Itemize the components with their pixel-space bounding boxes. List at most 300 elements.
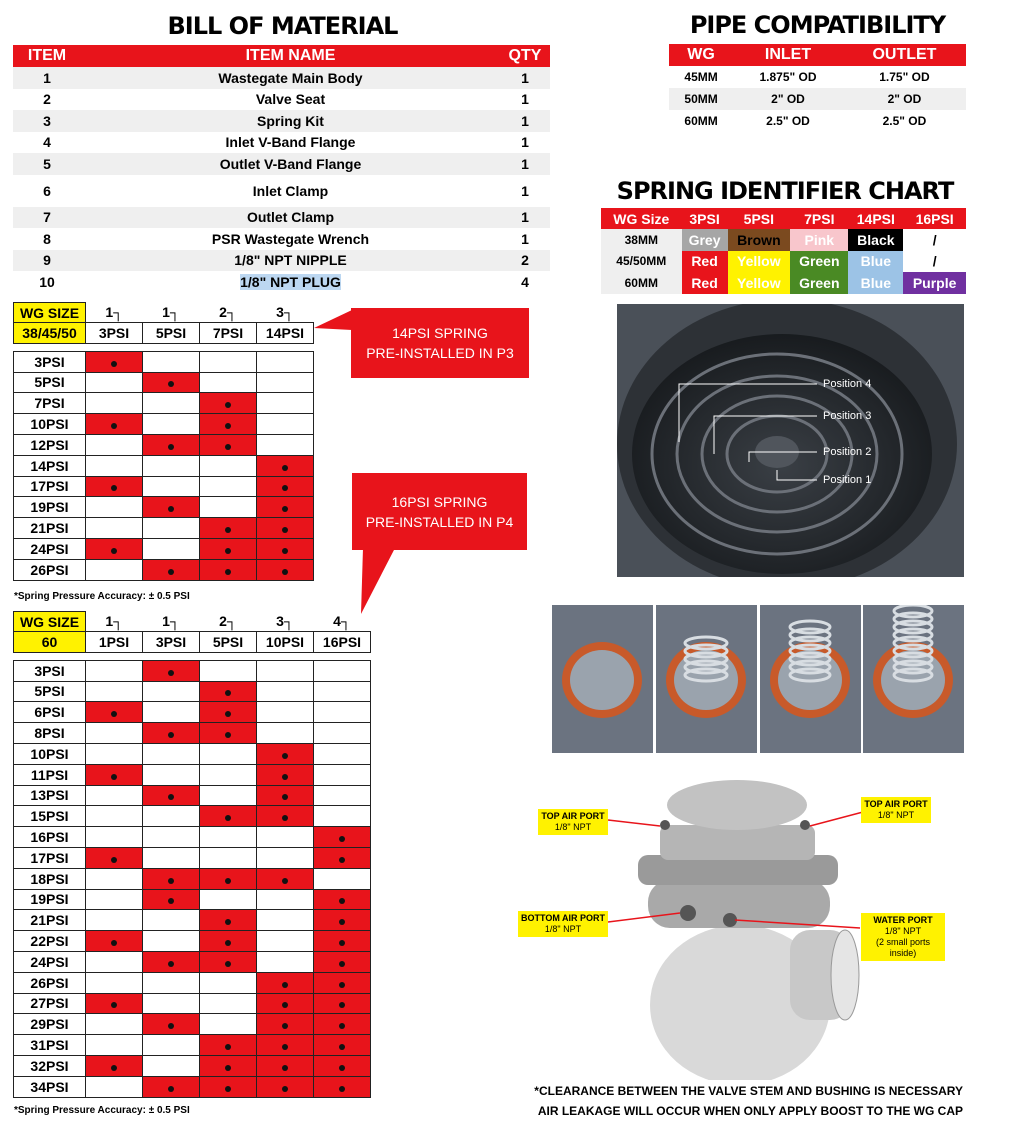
spring-selected-cell: [143, 889, 200, 910]
position-4-label: Position 4: [823, 378, 872, 390]
bom-cell: 4: [43, 134, 51, 151]
position-marker: [86, 303, 143, 323]
selected-dot-icon: [339, 857, 345, 863]
spring-empty-cell: [143, 538, 200, 559]
spring-selected-cell: [257, 1055, 314, 1076]
spring-empty-cell: [143, 764, 200, 785]
spring-empty-cell: [143, 910, 200, 931]
spring-empty-cell: [257, 414, 314, 435]
spring-header-cell: 7PSI: [200, 323, 257, 344]
spring-empty-cell: [257, 393, 314, 414]
spring-positions-drawing: [617, 304, 964, 577]
spring-header-cell: 5PSI: [200, 632, 257, 653]
spring-selected-cell: [257, 1035, 314, 1056]
target-psi-cell: 19PSI: [14, 497, 86, 518]
bom-cell: Outlet V-Band Flange: [81, 153, 500, 175]
spring-empty-cell: [143, 393, 200, 414]
bom-cell: Wastegate Main Body: [81, 67, 500, 89]
pipe-header-cell: OUTLET: [843, 44, 966, 66]
selected-dot-icon: [339, 1002, 345, 1008]
water-port-title: WATER PORT: [873, 915, 933, 925]
spring-selected-cell: [257, 785, 314, 806]
bom-cell: 1: [13, 67, 81, 89]
spring-empty-cell: [200, 497, 257, 518]
bom-cell: Inlet Clamp: [252, 182, 329, 199]
spring-empty-cell: [200, 993, 257, 1014]
selected-dot-icon: [168, 1023, 174, 1029]
selected-dot-icon: [339, 1023, 345, 1029]
spring-empty-cell: [257, 660, 314, 681]
position-2-label: Position 2: [823, 446, 872, 458]
spring-id-size: 38MM: [601, 229, 682, 251]
spring-color-cell: Green: [790, 272, 848, 294]
selected-dot-icon: [111, 711, 117, 717]
target-psi-cell: 16PSI: [14, 827, 86, 848]
spring-selected-cell: [86, 993, 143, 1014]
spring-selected-cell: [314, 889, 371, 910]
selected-dot-icon: [225, 444, 231, 450]
spring-selected-cell: [143, 785, 200, 806]
target-psi-cell: 5PSI: [14, 681, 86, 702]
spring-empty-cell: [86, 1035, 143, 1056]
table-row: [14, 847, 371, 868]
selected-dot-icon: [168, 732, 174, 738]
selected-dot-icon: [339, 898, 345, 904]
top-air-port-left-spec: 1/8" NPT: [554, 822, 592, 832]
pipe-table: [669, 44, 966, 132]
selected-dot-icon: [111, 857, 117, 863]
table-row: [14, 1014, 371, 1035]
bom-cell: 5: [13, 153, 81, 175]
bom-cell: Spring Kit: [81, 110, 500, 132]
target-psi-cell: 27PSI: [14, 993, 86, 1014]
spring-empty-cell: [257, 889, 314, 910]
spring-empty-cell: [86, 743, 143, 764]
spring-selected-cell: [86, 476, 143, 497]
target-psi-cell: 26PSI: [14, 972, 86, 993]
spring-selected-cell: [200, 702, 257, 723]
spring-selected-cell: [86, 538, 143, 559]
bom-cell: PSR Wastegate Wrench: [211, 230, 370, 247]
selected-dot-icon: [111, 361, 117, 367]
spring-selected-cell: [86, 351, 143, 372]
selected-dot-icon: [168, 444, 174, 450]
spring-empty-cell: [86, 806, 143, 827]
selected-dot-icon: [225, 548, 231, 554]
spring-empty-cell: [86, 1076, 143, 1097]
wg-size-value: 38/45/50: [14, 323, 86, 344]
target-psi-cell: 34PSI: [14, 1076, 86, 1097]
spring-selected-cell: [257, 972, 314, 993]
selected-dot-icon: [168, 898, 174, 904]
target-psi-cell: 17PSI: [14, 476, 86, 497]
spring-empty-cell: [86, 434, 143, 455]
table-row: [13, 132, 550, 154]
selected-dot-icon: [339, 1044, 345, 1050]
pipe-header-cell: INLET: [733, 44, 843, 66]
spring-selected-cell: [200, 518, 257, 539]
selected-dot-icon: [282, 794, 288, 800]
target-psi-cell: 24PSI: [14, 951, 86, 972]
callout-16psi: [352, 473, 527, 550]
position-marker: [257, 612, 314, 632]
spring-empty-cell: [86, 723, 143, 744]
table-row: [14, 951, 371, 972]
target-psi-cell: 13PSI: [14, 785, 86, 806]
spring-empty-cell: [200, 455, 257, 476]
pipe-cell: 2" OD: [843, 88, 966, 110]
table-row: [14, 538, 314, 559]
position-bracket-icon: ┐: [226, 304, 237, 321]
bom-cell: 1: [500, 110, 550, 132]
callout-14psi: [351, 308, 529, 378]
spring-selected-cell: [257, 806, 314, 827]
selected-dot-icon: [282, 1044, 288, 1050]
table-row: [601, 272, 966, 294]
spring-empty-cell: [86, 518, 143, 539]
table-row: [13, 207, 550, 229]
pipe-cell: 45MM: [684, 70, 718, 84]
spring-empty-cell: [257, 351, 314, 372]
selected-dot-icon: [168, 1086, 174, 1092]
spring-selected-cell: [257, 993, 314, 1014]
table-row: [14, 723, 371, 744]
target-psi-cell: 29PSI: [14, 1014, 86, 1035]
spring-empty-cell: [143, 847, 200, 868]
selected-dot-icon: [168, 878, 174, 884]
selected-dot-icon: [168, 670, 174, 676]
table-row: [14, 497, 314, 518]
spring-selected-cell: [200, 1055, 257, 1076]
position-row: [14, 303, 314, 323]
table-row: [669, 110, 966, 132]
spring-install-photo: [656, 605, 757, 753]
spring-selected-cell: [314, 1076, 371, 1097]
bom-cell: 8: [43, 230, 51, 247]
selected-dot-icon: [111, 1065, 117, 1071]
target-psi-cell: 21PSI: [14, 910, 86, 931]
spring-id-title: SPRING IDENTIFIER CHART: [616, 177, 954, 205]
spring-empty-cell: [143, 806, 200, 827]
bom-cell: 1: [500, 153, 550, 175]
spring-empty-cell: [200, 476, 257, 497]
spring-selected-cell: [257, 538, 314, 559]
position-marker: [200, 303, 257, 323]
spring-color-cell: Blue: [848, 272, 903, 294]
spring-selected-cell: [200, 434, 257, 455]
top-air-port-left-label: [538, 809, 608, 835]
bom-cell: Outlet Clamp: [81, 207, 500, 229]
accuracy-note-2: *Spring Pressure Accuracy: ± 0.5 PSI: [14, 1105, 190, 1116]
table-row: [13, 153, 550, 175]
spring-empty-cell: [257, 681, 314, 702]
selected-dot-icon: [282, 485, 288, 491]
table-row: [14, 785, 371, 806]
spring-selected-cell: [257, 455, 314, 476]
selected-dot-icon: [282, 815, 288, 821]
spring-header-row: [14, 323, 314, 344]
wg-size-label: WG SIZE: [14, 303, 86, 323]
spring-empty-cell: [86, 660, 143, 681]
spring-selected-cell: [257, 476, 314, 497]
target-psi-cell: 8PSI: [14, 723, 86, 744]
spring-empty-cell: [143, 827, 200, 848]
spring-empty-cell: [86, 951, 143, 972]
spring-selected-cell: [314, 1014, 371, 1035]
position-marker: [200, 612, 257, 632]
spring-header-cell: 3PSI: [143, 632, 200, 653]
top-air-port-right-spec: 1/8" NPT: [877, 810, 915, 820]
selected-dot-icon: [282, 548, 288, 554]
spring-selected-cell: [86, 414, 143, 435]
spring-selected-cell: [257, 743, 314, 764]
spring-empty-cell: [314, 785, 371, 806]
spring-empty-cell: [257, 847, 314, 868]
bom-header-cell: ITEM: [13, 45, 81, 67]
water-port-note: (2 small ports inside): [875, 937, 930, 958]
position-bracket-icon: ┐: [169, 613, 180, 630]
spring-empty-cell: [200, 785, 257, 806]
accuracy-note-1: *Spring Pressure Accuracy: ± 0.5 PSI: [14, 591, 190, 602]
spring-header-cell: 5PSI: [143, 323, 200, 344]
table-row: [14, 889, 371, 910]
spring-selected-cell: [200, 538, 257, 559]
spring-color-cell: Yellow: [728, 272, 791, 294]
spring-color-cell: Green: [790, 251, 848, 273]
position-bracket-icon: ┐: [283, 304, 294, 321]
target-psi-cell: 14PSI: [14, 455, 86, 476]
position-number: 2: [219, 304, 227, 321]
bom-title: BILL OF MATERIAL: [167, 12, 398, 40]
bom-item-10-name: 1/8" NPT PLUG: [240, 273, 341, 290]
position-bracket-icon: ┐: [283, 613, 294, 630]
spring-empty-cell: [257, 723, 314, 744]
spring-empty-cell: [200, 660, 257, 681]
spring-id-header-cell: 14PSI: [848, 208, 903, 229]
pipe-cell: 2.5" OD: [766, 114, 810, 128]
top-air-port-left-title: TOP AIR PORT: [541, 811, 605, 821]
selected-dot-icon: [225, 1044, 231, 1050]
bom-cell: Inlet V-Band Flange: [225, 134, 356, 151]
spring-selected-cell: [314, 847, 371, 868]
table-row: [14, 476, 314, 497]
selected-dot-icon: [225, 569, 231, 575]
spring-empty-cell: [86, 868, 143, 889]
spring-selected-cell: [314, 951, 371, 972]
selected-dot-icon: [225, 919, 231, 925]
spring-install-photo: [863, 605, 964, 753]
selected-dot-icon: [282, 465, 288, 471]
callout-14psi-line1: 14PSI SPRING: [392, 325, 488, 341]
spring-table-60: [13, 611, 371, 1098]
spring-empty-cell: [86, 889, 143, 910]
bom-cell: 4: [521, 273, 529, 290]
selected-dot-icon: [282, 1023, 288, 1029]
spring-empty-cell: [257, 827, 314, 848]
target-psi-cell: 12PSI: [14, 434, 86, 455]
spring-selected-cell: [314, 827, 371, 848]
spring-selected-cell: [143, 559, 200, 580]
spring-selected-cell: [143, 951, 200, 972]
table-row: [14, 393, 314, 414]
table-row: [14, 660, 371, 681]
spring-empty-cell: [86, 497, 143, 518]
spring-selected-cell: [143, 434, 200, 455]
spring-color-cell: Yellow: [728, 251, 791, 273]
selected-dot-icon: [111, 485, 117, 491]
table-row: [14, 910, 371, 931]
target-psi-cell: 19PSI: [14, 889, 86, 910]
spring-empty-cell: [314, 723, 371, 744]
spring-id-size: 45/50MM: [601, 251, 682, 273]
spring-selected-cell: [143, 723, 200, 744]
spacer-cell: [14, 652, 371, 660]
selected-dot-icon: [168, 381, 174, 387]
target-psi-cell: 18PSI: [14, 868, 86, 889]
spring-selected-cell: [200, 931, 257, 952]
spring-selected-cell: [143, 372, 200, 393]
wg-size-label: WG SIZE: [14, 612, 86, 632]
spring-install-photo: [760, 605, 861, 753]
target-psi-cell: 31PSI: [14, 1035, 86, 1056]
spring-selected-cell: [257, 518, 314, 539]
spacer-cell: [14, 343, 314, 351]
spring-selected-cell: [200, 393, 257, 414]
spring-selected-cell: [86, 702, 143, 723]
table-row: [669, 88, 966, 110]
spring-empty-cell: [143, 993, 200, 1014]
spring-selected-cell: [257, 559, 314, 580]
bom-cell: 1: [521, 134, 529, 151]
selected-dot-icon: [225, 1065, 231, 1071]
table-row: [14, 743, 371, 764]
spring-color-cell: Red: [682, 251, 728, 273]
position-number: 1: [105, 613, 114, 630]
spring-empty-cell: [200, 827, 257, 848]
spring-positions-photo: [617, 304, 964, 577]
spring-empty-cell: [314, 764, 371, 785]
spring-empty-cell: [86, 455, 143, 476]
table-row: [14, 1035, 371, 1056]
table-row: [13, 67, 550, 89]
table-row: [14, 681, 371, 702]
target-psi-cell: 17PSI: [14, 847, 86, 868]
target-psi-cell: 7PSI: [14, 393, 86, 414]
selected-dot-icon: [282, 1002, 288, 1008]
bom-table: [13, 45, 550, 293]
table-row: [14, 931, 371, 952]
spring-empty-cell: [257, 951, 314, 972]
target-psi-cell: 15PSI: [14, 806, 86, 827]
spring-selected-cell: [314, 1055, 371, 1076]
table-row: [14, 764, 371, 785]
selected-dot-icon: [168, 569, 174, 575]
table-row: [14, 434, 314, 455]
bom-header-cell: QTY: [500, 45, 550, 67]
spring-empty-cell: [143, 351, 200, 372]
table-row: [13, 110, 550, 132]
table-row: [13, 175, 550, 207]
spring-selected-cell: [86, 847, 143, 868]
spring-empty-cell: [257, 702, 314, 723]
bom-cell: 10: [39, 273, 55, 290]
selected-dot-icon: [282, 753, 288, 759]
table-row: [14, 702, 371, 723]
spring-header-cell: 10PSI: [257, 632, 314, 653]
spring-color-cell: Grey: [682, 229, 728, 251]
spring-empty-cell: [257, 910, 314, 931]
spring-header-cell: 1PSI: [86, 632, 143, 653]
spring-identifier-table: [601, 208, 966, 294]
position-number: 1: [162, 304, 170, 321]
spring-empty-cell: [143, 476, 200, 497]
selected-dot-icon: [282, 982, 288, 988]
spring-id-size: 60MM: [601, 272, 682, 294]
spring-selected-cell: [200, 868, 257, 889]
spring-empty-cell: [200, 847, 257, 868]
bom-cell: 1: [521, 182, 529, 199]
spring-empty-cell: [200, 372, 257, 393]
selected-dot-icon: [282, 1065, 288, 1071]
table-row: [14, 1055, 371, 1076]
table-row: [14, 972, 371, 993]
spring-selected-cell: [200, 559, 257, 580]
spring-empty-cell: [143, 1035, 200, 1056]
position-marker: [143, 303, 200, 323]
spring-selected-cell: [143, 1076, 200, 1097]
pipe-cell: 50MM: [669, 88, 733, 110]
selected-dot-icon: [282, 506, 288, 512]
spring-empty-cell: [86, 827, 143, 848]
position-bracket-icon: ┐: [340, 613, 351, 630]
spring-selected-cell: [143, 497, 200, 518]
selected-dot-icon: [111, 423, 117, 429]
table-row: [601, 251, 966, 273]
selected-dot-icon: [225, 815, 231, 821]
spring-header-cell: 3PSI: [86, 323, 143, 344]
position-marker: [143, 612, 200, 632]
bom-cell: 2: [43, 91, 51, 108]
spring-selected-cell: [257, 868, 314, 889]
bom-cell: 6: [43, 182, 51, 199]
spring-empty-cell: [314, 702, 371, 723]
selected-dot-icon: [225, 423, 231, 429]
callout-14psi-line2: PRE-INSTALLED IN P3: [366, 345, 514, 361]
position-number: 3: [276, 613, 284, 630]
selected-dot-icon: [225, 878, 231, 884]
table-row: [13, 228, 550, 250]
selected-dot-icon: [339, 1065, 345, 1071]
table-row: [14, 518, 314, 539]
spring-selected-cell: [86, 764, 143, 785]
spring-empty-cell: [257, 372, 314, 393]
pipe-cell: 1.875" OD: [759, 70, 817, 84]
bom-cell: 1: [521, 91, 529, 108]
bottom-air-port-label: [518, 911, 608, 937]
selected-dot-icon: [111, 940, 117, 946]
spring-empty-cell: [143, 518, 200, 539]
spring-empty-cell: [257, 434, 314, 455]
position-bracket-icon: ┐: [113, 304, 124, 321]
spring-empty-cell: [257, 931, 314, 952]
table-row: [13, 271, 550, 293]
spring-header-cell: 14PSI: [257, 323, 314, 344]
table-row: [14, 372, 314, 393]
spring-empty-cell: [314, 868, 371, 889]
selected-dot-icon: [339, 919, 345, 925]
position-3-label: Position 3: [823, 410, 872, 422]
spring-selected-cell: [314, 993, 371, 1014]
